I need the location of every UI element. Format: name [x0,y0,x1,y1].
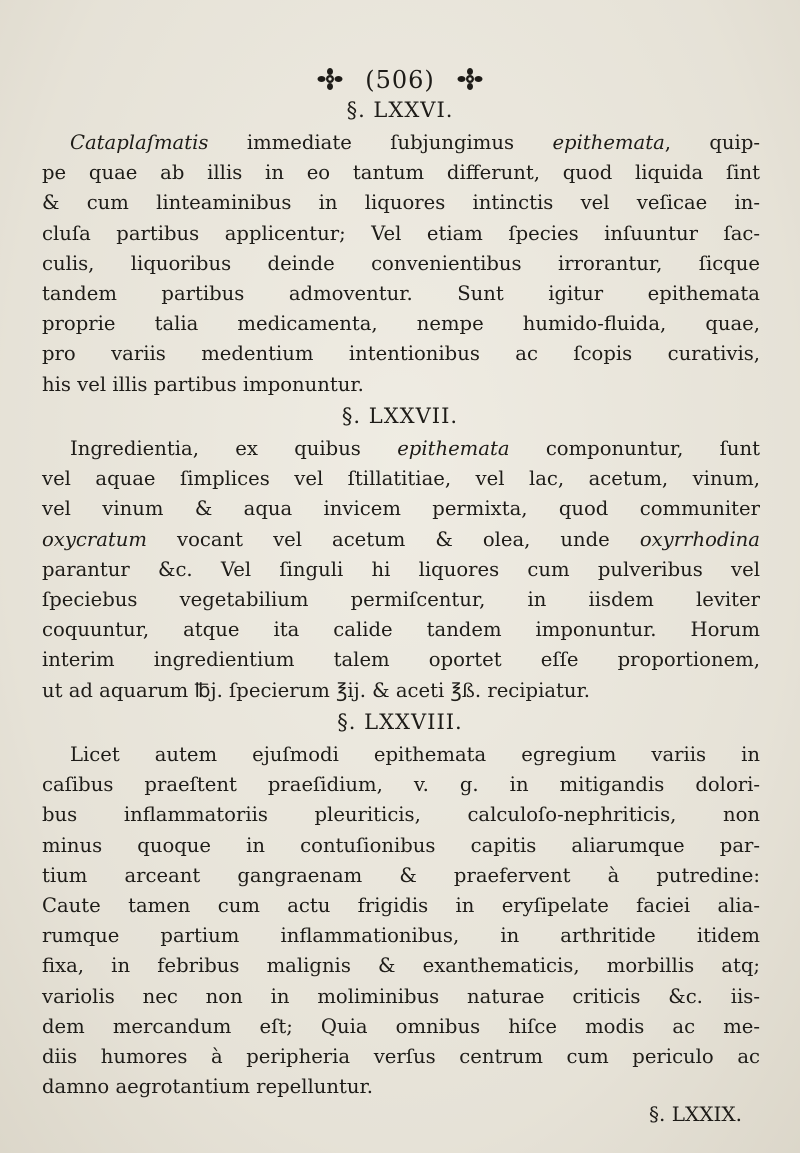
text-line [42,1072,760,1102]
page-header [0,66,800,96]
text-run: variolis nec non in moliminibus naturae criticis &c. iis- [42,984,760,1008]
text-run: , quip- [664,131,760,154]
text-run: coquuntur, atque ita calide tandem imponuntur. Horum [42,618,760,642]
text-run: caſibus praeſtent praeſidium, v. g. in mitigandis dolori- [42,773,760,797]
text-line [42,831,760,861]
page-number: (506) [365,66,435,94]
text-run: Ingredientia, ex quibus [70,437,398,460]
text-line [42,525,760,555]
section-heading: §. LXXVIII. [337,710,463,734]
text-run: diis humores à peripheria verſus centrum cum periculo ac [42,1045,760,1069]
text-run: culis, liquoribus deinde convenientibus irrorantur, ſicque [42,251,760,275]
text-line [42,982,760,1012]
italic-term: oxyrrhodina [639,527,760,551]
text-run: vel vinum & aqua invicem permixta, quod communiter [42,497,760,521]
text-run: parantur &c. Vel ſinguli hi liquores cum pulveribus vel [42,557,760,581]
text-line [42,464,760,494]
text-line [42,585,760,615]
text-line [42,128,760,158]
flower-ornament-icon [317,68,343,96]
text-run: pro variis medentium intentionibus ac ſcopis curativis, [42,342,760,366]
text-run: vocant vel acetum & olea, unde [147,527,640,551]
text-line [42,861,760,891]
text-run: pe quae ab illis in eo tantum differunt, quod liquida ſint [42,161,760,185]
text-run: damno aegrotantium repelluntur. [42,1075,373,1099]
text-run: tandem partibus admoventur. Sunt igitur epithemata [42,282,760,306]
text-line [42,555,760,585]
text-line [42,891,760,921]
text-run: rumque partium inflammationibus, in arthritide itidem [42,924,760,948]
text-line [42,279,760,309]
text-run: dem mercandum eſt; Quia omnibus hiſce modis ac me- [42,1014,760,1038]
text-run: ut ad aquarum ℔j. ſpecierum ℥ij. & aceti ℥ß. recipiatur. [42,678,590,702]
text-line [42,615,760,645]
section-paragraph [42,434,760,706]
text-line [42,339,760,369]
text-line [42,1012,760,1042]
text-line [42,158,760,188]
text-run: minus quoque in contuſionibus capitis aliarumque par- [42,833,760,857]
text-run: ſpeciebus vegetabilium permiſcentur, in iisdem leviter [42,588,760,612]
text-line [42,740,760,770]
text-run: interim ingredientium talem oportet eſſe proportionem, [42,648,760,672]
text-line [42,921,760,951]
section-heading: §. LXXVII. [341,404,459,428]
section-paragraph [42,740,760,1102]
text-line [42,370,760,400]
section-heading: §. LXXVI. [346,98,454,122]
text-line [42,1042,760,1072]
text-run: immediate ſubjungimus [208,131,553,154]
italic-term: Cataplaſmatis [70,131,209,154]
text-run: & cum linteaminibus in liquores intinctis vel veſicae in- [42,191,760,215]
text-line [42,434,760,464]
text-line [42,676,760,706]
text-line [42,800,760,830]
text-line [42,188,760,218]
text-run: proprie talia medicamenta, nempe humido-fluida, quae, [42,312,760,336]
section-paragraph [42,128,760,400]
text-run: vel aquae ſimplices vel ſtillatitiae, vel lac, acetum, vinum, [42,467,760,491]
text-run: cluſa partibus applicentur; Vel etiam ſpecies inſuuntur ſac- [42,221,760,245]
catchword: §. LXXIX. [649,1102,742,1126]
text-line [42,951,760,981]
text-run: his vel illis partibus imponuntur. [42,372,364,396]
flower-ornament-icon [457,68,483,96]
italic-term: epithemata [552,131,665,154]
italic-term: epithemata [397,437,510,460]
text-run: componuntur, ſunt [509,437,760,460]
text-line [42,219,760,249]
text-run: tium arceant gangraenam & praefervent à putredine: [42,863,760,887]
text-run: fixa, in febribus malignis & exanthematicis, morbillis atq; [42,954,760,978]
text-line [42,249,760,279]
text-line [42,309,760,339]
text-line [42,645,760,675]
text-line [42,494,760,524]
text-line [42,770,760,800]
text-run: Licet autem ejuſmodi epithemata egregium variis in [70,743,760,766]
text-run: Caute tamen cum actu frigidis in eryſipelate faciei alia- [42,894,760,918]
italic-term: oxycratum [42,527,148,551]
text-run: bus inflammatoriis pleuriticis, calculoſo-nephriticis, non [42,803,760,827]
